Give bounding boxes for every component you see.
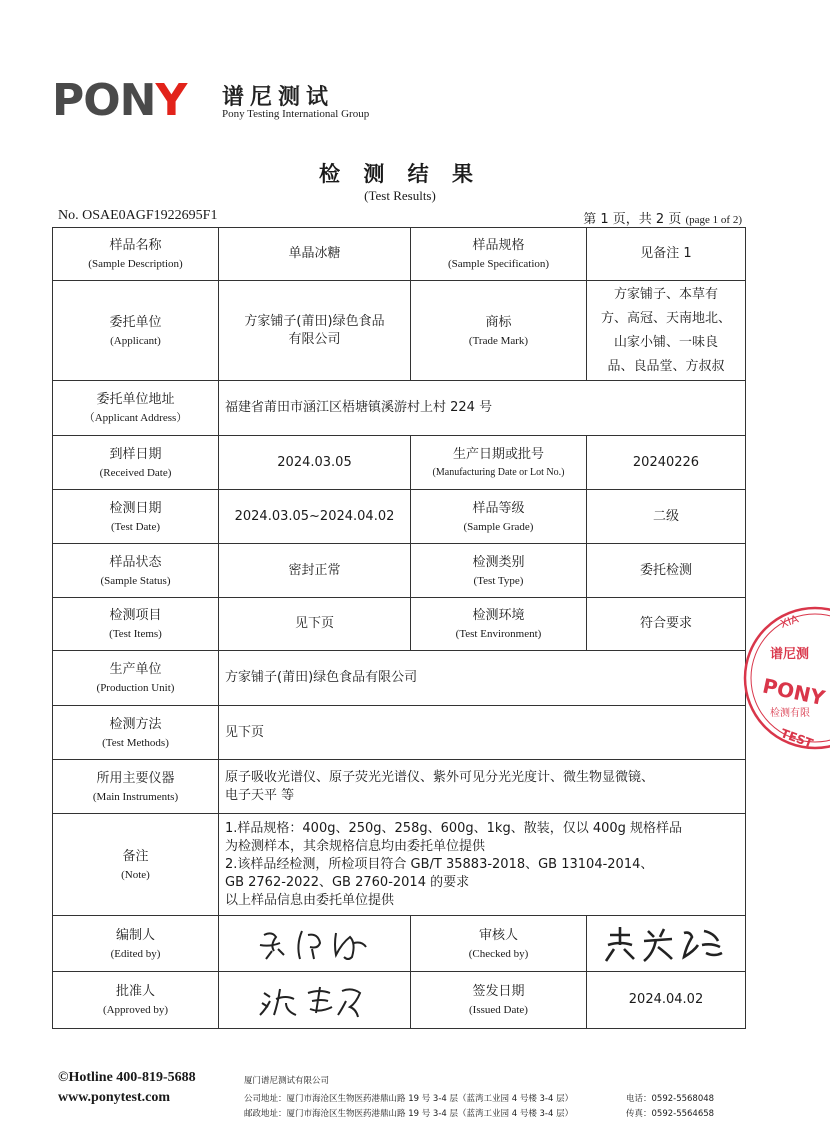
value-applicant: 方家铺子(莆田)绿色食品 有限公司 [219,281,411,381]
footer-website[interactable]: www.ponytest.com [58,1090,170,1105]
label-test-environment: 检测环境 (Test Environment) [411,598,587,651]
label-trade-mark: 商标 (Trade Mark) [411,281,587,381]
label-approved-by: 批准人 (Approved by) [53,972,219,1029]
value-sample-description: 单晶冰糖 [219,228,411,281]
results-table [52,227,746,1029]
table-row [53,490,746,544]
table-row [53,706,746,760]
label-test-items: 检测项目 (Test Items) [53,598,219,651]
signature-edited-by [219,916,411,972]
table-row [53,916,746,972]
seal-name-cn: 谱尼测 [770,647,810,662]
company-logo [52,75,412,128]
table-row [53,651,746,706]
value-sample-specification: 见备注 1 [587,228,746,281]
label-note: 备注 (Note) [53,814,219,916]
value-test-environment: 符合要求 [587,598,746,651]
label-sample-status: 样品状态 (Sample Status) [53,544,219,598]
label-issued-date: 签发日期 (Issued Date) [411,972,587,1029]
logo-company-name-en: Pony Testing International Group [222,108,370,120]
label-main-instruments: 所用主要仪器 (Main Instruments) [53,760,219,814]
table-row [53,381,746,436]
value-test-type: 委托检测 [587,544,746,598]
table-row [53,544,746,598]
official-seal [740,598,830,758]
label-test-date: 检测日期 (Test Date) [53,490,219,544]
footer-telephone: 电话：0592-5568048 [626,1094,715,1104]
value-test-date: 2024.03.05~2024.04.02 [219,490,411,544]
seal-brand: PONY [760,673,828,711]
report-number: No. OSAE0AGF1922695F1 [58,208,218,223]
signature-approved-by [219,972,411,1029]
value-received-date: 2024.03.05 [219,436,411,490]
document-subtitle: (Test Results) [364,188,436,203]
label-applicant-address: 委托单位地址 （Applicant Address） [53,381,219,436]
value-sample-grade: 二级 [587,490,746,544]
page-indicator: 第 1 页，共 2 页 (page 1 of 2) [583,212,742,227]
label-checked-by: 审核人 (Checked by) [411,916,587,972]
label-test-methods: 检测方法 (Test Methods) [53,706,219,760]
label-received-date: 到样日期 (Received Date) [53,436,219,490]
label-sample-grade: 样品等级 (Sample Grade) [411,490,587,544]
value-production-unit: 方家铺子(莆田)绿色食品有限公司 [219,651,746,706]
value-applicant-address: 福建省莆田市涵江区梧塘镇溪游村上村 224 号 [219,381,746,436]
document-title: 检 测 结 果 [319,162,481,186]
logo-company-name-cn: 谱尼测试 [222,85,335,110]
seal-bottom-text: TEST [778,726,815,751]
value-test-methods: 见下页 [219,706,746,760]
value-issued-date: 2024.04.02 [587,972,746,1029]
footer-hotline: ©Hotline 400-819-5688 [58,1070,196,1085]
footer-mail-address: 邮政地址：厦门市海沧区生物医药港鼎山路 19 号 3-4 层（蓝湾工业园 4 号楼 3-4 层） [244,1109,574,1119]
seal-top-text: XIA [778,612,801,631]
value-manufacturing-date: 20240226 [587,436,746,490]
table-row [53,814,746,916]
signature-checked-by [587,916,746,972]
value-sample-status: 密封正常 [219,544,411,598]
label-production-unit: 生产单位 (Production Unit) [53,651,219,706]
footer-address: 公司地址：厦门市海沧区生物医药港鼎山路 19 号 3-4 层（蓝湾工业园 4 号楼 3-4 层） [244,1094,574,1104]
value-test-items: 见下页 [219,598,411,651]
table-row [53,436,746,490]
label-sample-description: 样品名称 (Sample Description) [53,228,219,281]
footer-fax: 传真：0592-5564658 [626,1109,715,1119]
table-row [53,972,746,1029]
label-manufacturing-date: 生产日期或批号 (Manufacturing Date or Lot No.) [411,436,587,490]
table-row [53,760,746,814]
table-row [53,281,746,381]
table-row [53,228,746,281]
table-row [53,598,746,651]
seal-sub-text: 检测有限 [770,708,810,719]
label-sample-specification: 样品规格 (Sample Specification) [411,228,587,281]
logo-wordmark: PONY [52,75,187,126]
label-applicant: 委托单位 (Applicant) [53,281,219,381]
label-test-type: 检测类别 (Test Type) [411,544,587,598]
label-edited-by: 编制人 (Edited by) [53,916,219,972]
value-main-instruments: 原子吸收光谱仪、原子荧光光谱仪、紫外可见分光光度计、微生物显微镜、 电子天平 等 [219,760,746,814]
value-note: 1.样品规格：400g、250g、258g、600g、1kg、散装，仅以 400g 规格样品 为检测样本，其余规格信息均由委托单位提供 2.该样品经检测，所检项目符合 GB/T 35883-2018、GB 13104-2014、 GB 2762-2022、GB 2760-2014 的要求 以上样品信息由委托单位提供 [219,814,746,916]
copyright-icon: © [58,1070,69,1085]
value-trade-mark: 方家铺子、本草有 方、高冠、天南地北、 山家小铺、一味良 品、良品堂、方叔叔 [587,281,746,381]
footer-company: 厦门谱尼测试有限公司 [244,1076,330,1086]
